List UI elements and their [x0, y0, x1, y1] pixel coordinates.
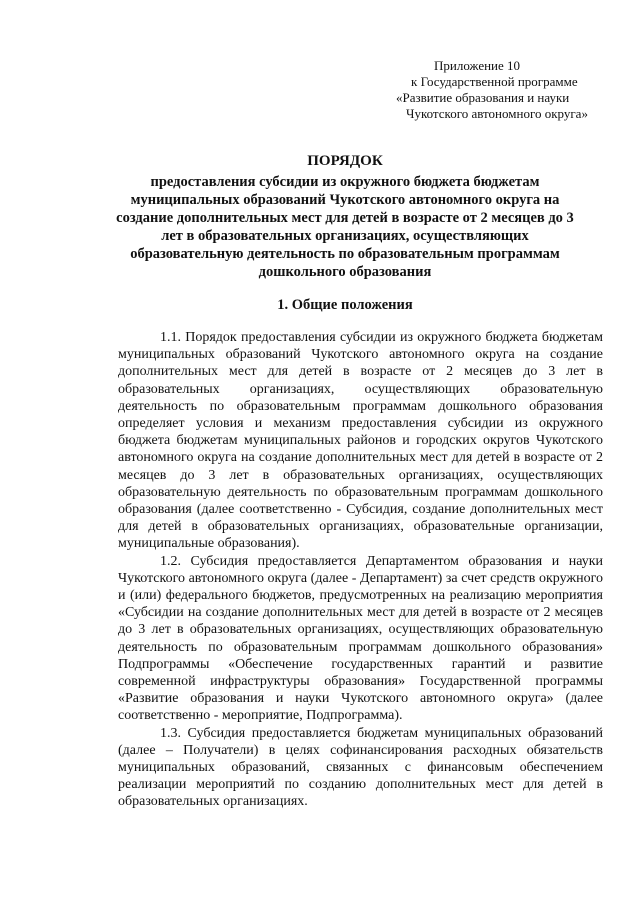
appendix-line: Чукотского автономного округа» — [406, 106, 588, 121]
paragraph: 1.3. Субсидия предоставляется бюджетам муниципальных образований (далее – Получатели) в целях софинансирования расходных обязательств муниципальных образований, связанных с финансовым обеспечением реализации мероприятий по созданию дополнительных мест для детей в образовательных организациях. — [118, 725, 603, 810]
document-subtitle: предоставления субсидии из окружного бюджета бюджетам муниципальных образований Чукотского автономного округа на создание дополнительных мест для детей в возрасте от 2 месяцев до 3 лет в образовательных организациях, осуществляющих образовательную деятельность по образовательным программам дошкольного образования — [116, 174, 574, 280]
appendix-note — [396, 58, 596, 122]
appendix-line: «Развитие образования и науки — [396, 90, 570, 105]
appendix-line: Приложение 10 — [434, 58, 521, 73]
paragraph: 1.1. Порядок предоставления субсидии из окружного бюджета бюджетам муниципальных образований Чукотского автономного округа на создание дополнительных мест для детей в возрасте от 2 месяцев до 3 лет в образовательных организациях, осуществляющих образовательную деятельность по образовательным программам дошкольного образования определяет условия и механизм предоставления субсидии из окружного бюджета бюджетам муниципальных районов и городских округов Чукотского автономного округа на создание дополнительных мест для детей в возрасте от 2 месяцев до 3 лет в образовательных организациях, осуществляющих образовательную деятельность по образовательным программам дошкольного образования (далее соответственно - Субсидия, создание дополнительных мест для детей в образовательных организациях, образовательные организации, муниципальные образования). — [118, 330, 603, 552]
appendix-line: к Государственной программе — [411, 74, 578, 89]
document-heading — [110, 152, 580, 281]
section-title: 1. Общие положения — [277, 297, 413, 313]
paragraph: 1.2. Субсидия предоставляется Департаментом образования и науки Чукотского автономного округа (далее - Департамент) за счет средств окружного и (или) федерального бюджетов, предусмотренных на реализацию мероприятия «Субсидии на создание дополнительных мест для детей в возрасте от 2 месяцев до 3 лет в образовательных организациях, осуществляющих образовательную деятельность по образовательным программам дошкольного образования» Подпрограммы «Обеспечение государственных гарантий и развитие современной инфраструктуры образования» Государственной программы «Развитие образования и науки Чукотского автономного округа» (далее соответственно - мероприятие, Подпрограмма). — [118, 553, 603, 724]
document-body — [118, 329, 603, 811]
document-title: ПОРЯДОК — [307, 153, 383, 169]
